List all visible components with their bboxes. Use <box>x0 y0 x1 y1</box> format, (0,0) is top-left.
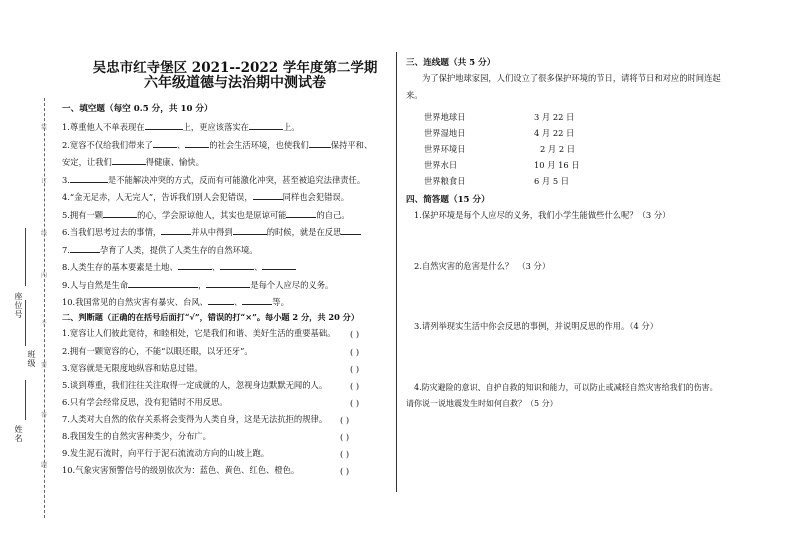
cut-mark: 内 <box>41 272 48 279</box>
festival-name[interactable]: 世界水日 <box>424 160 458 170</box>
seat-number-label: 座位号 <box>14 292 23 319</box>
cut-mark: 答 <box>41 412 48 419</box>
festival-date[interactable]: 3 月 22 日 <box>534 112 575 122</box>
fill-item-9: 9.人与自然是生命 ， 是每个人应尽的义务。 <box>62 280 334 290</box>
exam-title-line1: 吴忠市红寺堡区 2021--2022 学年度第二学期 <box>92 60 378 76</box>
exam-title-line2: 六年级道德与法治期中测试卷 <box>144 75 326 91</box>
cut-mark: 题 <box>41 462 48 469</box>
judge-item-8: 8.我国发生的自然灾害种类少，分布广。 <box>62 431 211 441</box>
fill-item-7: 7. 孕育了人类，提供了人类生存的自然环境。 <box>62 245 258 255</box>
cut-mark: 线 <box>41 230 48 237</box>
class-label: 班级 <box>27 350 36 368</box>
section4-heading: 四、简答题（15 分） <box>406 195 490 205</box>
festival-name[interactable]: 世界地球日 <box>424 112 466 122</box>
judge-item-7: 7.人类对大自然的依存关系将会变得为人类自身，这是无法抗拒的规律。 <box>62 414 328 424</box>
festival-date[interactable]: 2 月 2 日 <box>540 144 576 154</box>
answer-paren[interactable]: ( ) <box>350 329 360 339</box>
judge-item-3: 3.宽容就是无限度地纵容和姑息过错。 <box>62 363 203 373</box>
fill-item-8: 8.人类生存的基本要素是土地、 、 、 <box>62 261 296 271</box>
section3-heading: 三、连线题（共 5 分） <box>406 58 496 68</box>
festival-name[interactable]: 世界环境日 <box>424 144 466 154</box>
short-answer-q4: 4.防灾避险的意识、自护自救的知识和能力，可以防止或减轻自然灾害给我们的伤害。 <box>414 383 718 392</box>
section1-heading: 一、填空题（每空 0.5 分，共 10 分） <box>62 104 213 114</box>
cut-mark: 订 <box>41 178 48 185</box>
festival-name[interactable]: 世界湿地日 <box>424 128 466 138</box>
festival-name[interactable]: 世界粮食日 <box>424 176 466 186</box>
answer-paren[interactable]: ( ) <box>350 347 360 357</box>
class-line <box>25 300 26 346</box>
name-label: 姓名 <box>14 425 23 443</box>
short-answer-q1: 1.保护环境是每个人应尽的义务，我们小学生能做些什么呢？（3 分） <box>414 210 671 220</box>
judge-item-9: 9.发生泥石流时，向平行于泥石流流动方向的山坡上跑。 <box>62 448 270 458</box>
fill-item-5: 5.拥有一颗 的心，学会原谅他人，其实也是原谅可能 的自己。 <box>62 210 350 220</box>
judge-item-10: 10.气象灾害预警信号的级别依次为：蓝色、黄色、红色、橙色。 <box>62 465 300 475</box>
fill-item-1: 1.尊重他人不单表现在 上，更应该落实在 上。 <box>62 122 300 132</box>
fill-item-2: 2.宽容不仅给我们带来了 、 的社会生活环境，也使我们 保持平和、 <box>62 140 373 150</box>
binding-cut-line <box>44 98 45 518</box>
section2-heading: 二、判断题（正确的在括号后面打“√”，错误的打“×”。每小题 2 分，共 20 分） <box>62 312 360 322</box>
festival-date[interactable]: 10 月 16 日 <box>534 160 580 170</box>
cut-mark: 不 <box>41 320 48 327</box>
cut-mark: 装 <box>41 124 48 131</box>
column-divider <box>396 52 397 492</box>
judge-item-5: 5.谈到尊重，我们往往关注取得一定成就的人，忽视身边默默无闻的人。 <box>62 380 328 390</box>
fill-item-4: 4.“金无足赤，人无完人”，告诉我们别人会犯错误， 同样也会犯错误。 <box>62 192 350 202</box>
answer-paren[interactable]: ( ) <box>340 449 350 459</box>
answer-paren[interactable]: ( ) <box>350 398 360 408</box>
fill-item-2-cont: 安定，让我们 得健康、愉快。 <box>62 157 204 167</box>
section3-intro-cont: 来。 <box>406 90 423 100</box>
festival-date[interactable]: 6 月 5 日 <box>534 176 570 186</box>
short-answer-q2: 2.自然灾害的危害是什么？ （3 分） <box>414 261 551 271</box>
answer-paren[interactable]: ( ) <box>350 381 360 391</box>
answer-paren[interactable]: ( ) <box>340 415 350 425</box>
fill-item-6: 6.当我们思考过去的事情， 并从中得到 的时候，就是在反思 <box>62 226 361 236</box>
short-answer-q4-cont: 请你说一说地震发生时如何自救？（5 分） <box>406 399 558 408</box>
fill-item-3: 3. 是不能解决冲突的方式，反而有可能激化冲突，甚至被追究法律责任。 <box>62 175 366 185</box>
judge-item-6: 6.只有学会经常反思，没有犯错时不用反思。 <box>62 397 228 407</box>
answer-paren[interactable]: ( ) <box>350 364 360 374</box>
judge-item-2: 2.拥有一颗宽容的心，不能“以眼还眼，以牙还牙”。 <box>62 346 253 356</box>
judge-item-1: 1.宽容让人们彼此宽待，和睦相处，它是我们和谐、美好生活的重要基础。 <box>62 328 336 338</box>
cut-mark: 要 <box>41 362 48 369</box>
section3-intro: 为了保护地球家园，人们设立了很多保护环境的节日，请将节日和对应的时间连起 <box>422 73 721 83</box>
festival-date[interactable]: 4 月 22 日 <box>534 128 575 138</box>
short-answer-q3: 3.请列举现实生活中你会反思的事例，并说明反思的作用。（4 分） <box>414 321 658 331</box>
fill-item-10: 10.我国常见的自然灾害有暴灾、台风、 、 等。 <box>62 297 289 307</box>
answer-paren[interactable]: ( ) <box>340 432 350 442</box>
answer-paren[interactable]: ( ) <box>340 466 350 476</box>
name-line <box>25 380 26 420</box>
seat-number-line <box>25 228 26 286</box>
